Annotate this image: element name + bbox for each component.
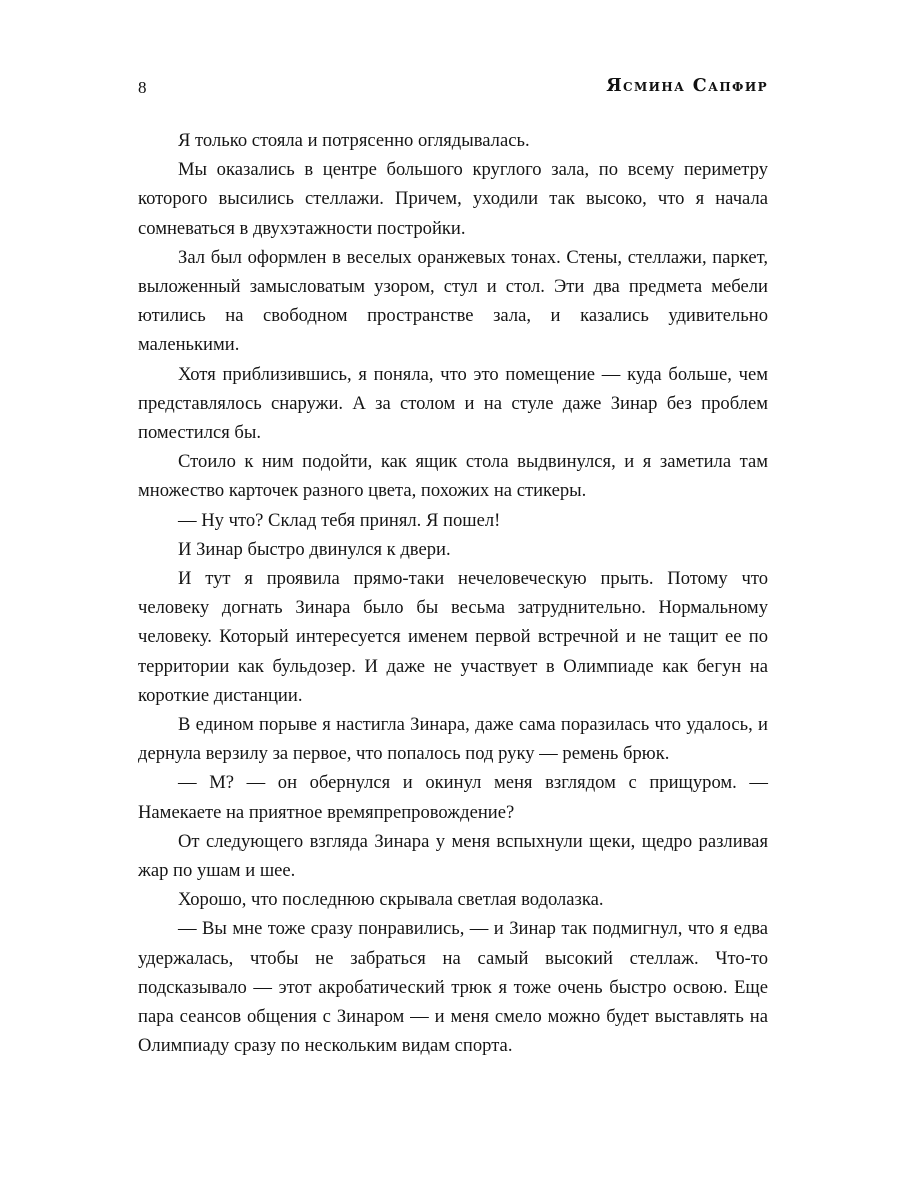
paragraph: Хотя приблизившись, я поняла, что это помещение — куда больше, чем представлялось снаружи. А за столом и на стуле даже Зинар без проблем поместился бы. — [138, 363, 768, 444]
page-header — [138, 78, 768, 106]
paragraph: От следующего взгляда Зинара у меня вспыхнули щеки, щедро разливая жар по ушам и шее. — [138, 830, 768, 882]
paragraph: Стоило к ним подойти, как ящик стола выдвинулся, и я заметила там множество карточек разного цвета, похожих на стикеры. — [138, 451, 768, 502]
paragraph: Я только стояла и потрясенно оглядывалась. — [178, 130, 530, 151]
paragraph: И Зинар быстро двинулся к двери. — [178, 538, 451, 560]
paragraph: И тут я проявила прямо-таки нечеловеческую прыть. Потому что человеку догнать Зинара было бы весьма затруднительно. Нормальному человеку. Который интересуется именем первой встречной и не тащит ее по территории как бульдозер. И даже не участвует в Олимпиаде как бегун на короткие дистанции. — [138, 568, 768, 706]
paragraph: Мы оказались в центре большого круглого зала, по всему периметру которого высились стеллажи. Причем, уходили так высоко, что я начала сомневаться в двухэтажности постройки. — [138, 159, 768, 239]
paragraph: — Ну что? Склад тебя принял. Я пошел! — [178, 509, 501, 531]
page-body — [138, 126, 768, 1061]
paragraph: Хорошо, что последнюю скрывала светлая водолазка. — [178, 889, 604, 911]
running-title: Ясмина Сапфир — [606, 76, 768, 96]
paragraph: Зал был оформлен в веселых оранжевых тонах. Стены, стеллажи, паркет, выложенный замысловатым узором, стул и стол. Эти два предмета мебели ютились на свободном пространстве зала, и казались удивительно маленькими. — [138, 246, 768, 356]
paragraph: — Вы мне тоже сразу понравились, — и Зинар так подмигнул, что я едва удержалась, чтобы не забраться на самый высокий стеллаж. Что-то подсказывало — этот акробатический трюк я тоже очень быстро освою. Еще пара сеансов общения с Зинаром — и меня смело можно будет выставлять на Олимпиаду сразу по нескольким видам спорта. — [138, 918, 768, 1057]
paragraph: В едином порыве я настигла Зинара, даже сама поразилась что удалось, и дернула верзилу за первое, что попалось под руку — ремень брюк. — [138, 714, 768, 765]
page-number: 8 — [138, 78, 147, 97]
paragraph: — М? — он обернулся и окинул меня взглядом с прищуром. — Намекаете на приятное времяпрепровождение? — [138, 772, 768, 823]
